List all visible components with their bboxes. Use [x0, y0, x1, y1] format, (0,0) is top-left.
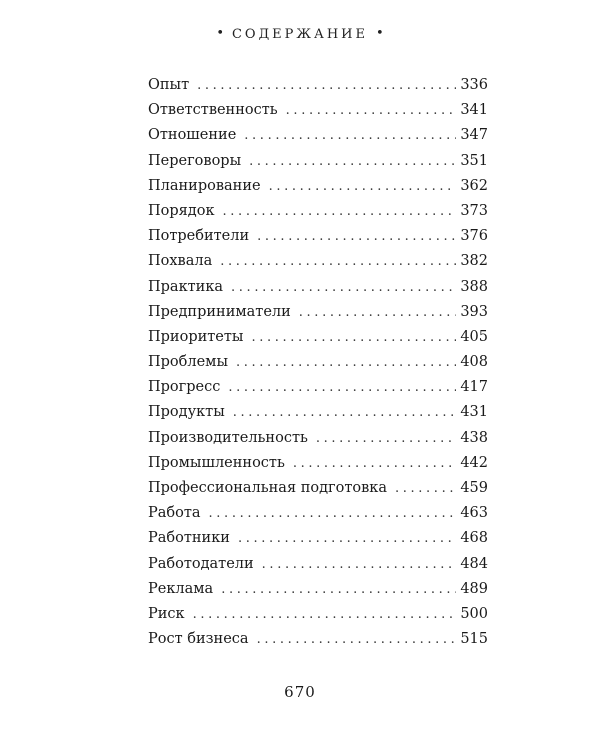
toc-entry[interactable]	[148, 350, 488, 375]
toc-entry-page: 438	[460, 429, 488, 446]
toc-entry[interactable]	[148, 300, 488, 325]
toc-leader-dots	[209, 501, 457, 526]
toc-leader-dots	[223, 199, 457, 224]
toc-entry[interactable]	[148, 400, 488, 425]
toc-leader-dots	[193, 602, 457, 627]
toc-entry-page: 388	[460, 278, 488, 295]
toc-entry[interactable]	[148, 577, 488, 602]
toc-entry[interactable]	[148, 275, 488, 300]
toc-entry[interactable]	[148, 174, 488, 199]
toc-entry-title: Предприниматели	[148, 303, 291, 320]
toc-entry[interactable]	[148, 325, 488, 350]
toc-entry-title: Реклама	[148, 580, 214, 597]
toc-entry-title: Практика	[148, 278, 224, 295]
toc-leader-dots	[299, 300, 457, 325]
toc-entry-title: Продукты	[148, 404, 225, 421]
toc-entry-page: 405	[460, 328, 488, 345]
toc-entry-page: 515	[460, 631, 488, 648]
toc-leader-dots	[286, 98, 457, 123]
toc-entry[interactable]	[148, 627, 488, 652]
toc-leader-dots	[269, 174, 457, 199]
toc-entry-title: Похвала	[148, 253, 213, 270]
toc-entry-title: Отношение	[148, 127, 237, 144]
toc-entry[interactable]	[148, 73, 488, 98]
toc-leader-dots	[233, 400, 457, 425]
toc-entry-title: Работа	[148, 505, 201, 522]
toc-entry-page: 484	[460, 555, 488, 572]
toc-entry[interactable]	[148, 149, 488, 174]
toc-entry-page: 408	[460, 354, 488, 371]
toc-entry-title: Рост бизнеса	[148, 631, 249, 648]
toc-leader-dots	[395, 476, 456, 501]
toc-leader-dots	[220, 249, 456, 274]
toc-entry-page: 393	[460, 303, 488, 320]
toc-entry-title: Прогресс	[148, 379, 221, 396]
toc-entry-title: Промышленность	[148, 454, 285, 471]
toc-entry-title: Проблемы	[148, 354, 228, 371]
toc-leader-dots	[257, 224, 456, 249]
toc-entry-page: 459	[460, 480, 488, 496]
toc-leader-dots	[251, 325, 456, 350]
running-header	[0, 27, 600, 42]
toc-entry-page: 362	[460, 177, 488, 194]
toc-leader-dots	[257, 627, 457, 652]
toc-entry[interactable]	[148, 602, 488, 627]
toc-leader-dots	[231, 275, 456, 300]
toc-entry[interactable]	[148, 375, 488, 400]
toc-entry[interactable]	[148, 451, 488, 476]
toc-entry-page: 500	[460, 605, 488, 622]
toc-entry-page: 489	[460, 580, 488, 597]
toc-entry-title: Приоритеты	[148, 328, 244, 345]
toc-leader-dots	[221, 577, 456, 602]
toc-leader-dots	[262, 552, 457, 577]
toc-entry[interactable]	[148, 552, 488, 577]
toc-entry-title: Профессиональная подготовка	[148, 480, 387, 496]
toc-entry[interactable]	[148, 476, 488, 501]
toc-leader-dots	[293, 451, 456, 476]
header-bullet-left: •	[216, 26, 224, 41]
toc-entry-title: Ответственность	[148, 102, 278, 119]
toc-leader-dots	[316, 426, 456, 451]
toc-leader-dots	[228, 375, 456, 400]
toc-entry-title: Переговоры	[148, 152, 242, 169]
toc-entry-page: 351	[460, 152, 488, 169]
toc-entry-page: 417	[460, 379, 488, 396]
toc-entry-title: Работники	[148, 530, 230, 547]
toc-entry-page: 431	[460, 404, 488, 421]
toc-entry[interactable]	[148, 501, 488, 526]
toc-entry-title: Порядок	[148, 202, 215, 219]
toc-leader-dots	[197, 73, 456, 98]
toc-entry-page: 347	[460, 127, 488, 144]
toc-entry[interactable]	[148, 526, 488, 551]
toc-leader-dots	[244, 123, 456, 148]
toc-entry-title: Работодатели	[148, 555, 254, 572]
toc-entry-title: Потребители	[148, 228, 250, 245]
toc-entry-page: 373	[460, 202, 488, 219]
toc-leader-dots	[238, 526, 456, 551]
toc-leader-dots	[249, 149, 456, 174]
toc-entry-title: Планирование	[148, 177, 261, 194]
table-of-contents	[148, 73, 488, 652]
toc-entry[interactable]	[148, 98, 488, 123]
header-bullet-right: •	[376, 26, 384, 41]
toc-leader-dots	[236, 350, 456, 375]
toc-entry-title: Производительность	[148, 429, 308, 446]
toc-entry[interactable]	[148, 426, 488, 451]
toc-entry-page: 341	[460, 102, 488, 119]
header-title: СОДЕРЖАНИЕ	[231, 27, 369, 42]
toc-entry[interactable]	[148, 123, 488, 148]
toc-entry-page: 382	[460, 253, 488, 270]
toc-entry-title: Опыт	[148, 77, 190, 93]
toc-entry[interactable]	[148, 224, 488, 249]
page-number: 670	[284, 683, 316, 701]
toc-entry[interactable]	[148, 199, 488, 224]
toc-entry-page: 463	[460, 505, 488, 522]
toc-entry-page: 468	[460, 530, 488, 547]
toc-entry[interactable]	[148, 249, 488, 274]
toc-entry-page: 336	[460, 77, 488, 93]
toc-entry-page: 442	[460, 454, 488, 471]
toc-entry-title: Риск	[148, 605, 185, 622]
toc-entry-page: 376	[460, 228, 488, 245]
